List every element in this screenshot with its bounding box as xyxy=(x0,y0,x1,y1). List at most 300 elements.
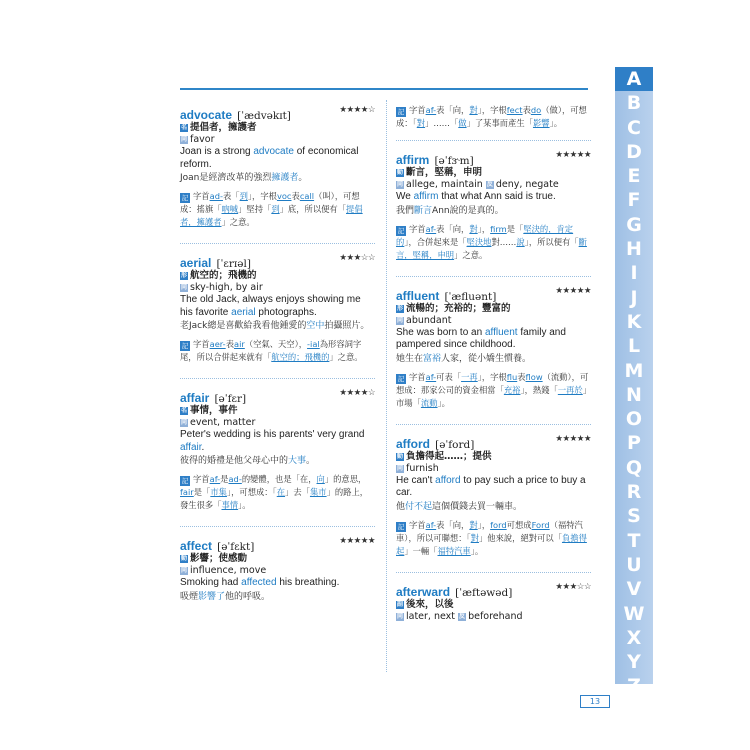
entry-divider xyxy=(396,140,591,141)
note-text: 」，字根 xyxy=(247,191,277,201)
note-keyword: 市集 xyxy=(210,487,227,497)
synonyms: influence, move xyxy=(190,565,267,576)
note-text: 字首 xyxy=(409,519,426,530)
note-text: 表「向， xyxy=(436,519,470,530)
index-tab-s[interactable]: S xyxy=(627,505,641,528)
entry-divider xyxy=(396,276,591,277)
antonym-tag: 反 xyxy=(486,181,493,188)
synonym-tag: 同 xyxy=(396,181,403,188)
example-text: He can't xyxy=(396,474,436,486)
note-keyword: 做 xyxy=(458,118,467,128)
example-english xyxy=(396,475,591,500)
note-keyword: 集市 xyxy=(309,487,327,497)
example-chinese xyxy=(180,320,375,332)
example-highlight: 大事 xyxy=(288,456,307,466)
synonyms: later, next xyxy=(406,610,456,622)
entry-aerial xyxy=(180,252,375,364)
note-keyword: af- xyxy=(425,223,437,234)
note-keyword: fect xyxy=(506,105,523,115)
entry-divider xyxy=(180,526,375,527)
example-text: 她生在 xyxy=(396,353,424,364)
synonyms: allege, maintain xyxy=(406,179,483,190)
synonym-tag: 同 xyxy=(180,567,187,574)
memory-tip-icon: 記 xyxy=(181,477,189,485)
definition: 航空的；飛機的 xyxy=(190,270,257,281)
part-of-speech-tag: 名 xyxy=(180,407,187,414)
definition-line xyxy=(396,599,591,611)
phonetic: [ˈæfluənt] xyxy=(444,290,497,303)
index-tab-m[interactable]: M xyxy=(624,359,644,382)
note-keyword: 吶喊 xyxy=(221,204,239,214)
index-tab-c[interactable]: C xyxy=(627,116,641,139)
example-english xyxy=(180,294,375,319)
note-text: 字首 xyxy=(409,105,426,115)
note-keyword: af- xyxy=(209,474,221,484)
memory-tip-icon: 記 xyxy=(181,342,189,350)
note-text: 」市場「 xyxy=(396,384,587,408)
synonym-line xyxy=(396,179,591,191)
definition-line xyxy=(180,122,375,134)
note-text: （福特汽車），所以可聯想：「 xyxy=(396,519,583,543)
example-highlight: 擁護者 xyxy=(271,173,299,183)
memory-tip-icon: 記 xyxy=(397,226,405,235)
synonym-line xyxy=(396,315,591,327)
example-english xyxy=(396,191,591,204)
note-keyword: 到 xyxy=(239,191,248,201)
phonetic: [əˈford] xyxy=(435,438,475,451)
example-chinese xyxy=(180,455,375,467)
example-highlight: affected xyxy=(241,577,277,588)
synonym-line xyxy=(180,134,375,146)
note-text: 表 xyxy=(517,371,526,382)
note-text: 字首 xyxy=(193,339,210,349)
note-text: 」之意。 xyxy=(329,352,363,362)
example-chinese xyxy=(180,591,375,603)
left-column xyxy=(180,104,375,617)
right-column xyxy=(396,104,591,637)
note-keyword: 福特汽車 xyxy=(437,545,471,556)
index-tab-z[interactable]: Z xyxy=(627,675,641,698)
note-text: 可想成 xyxy=(506,519,532,530)
headword: affair xyxy=(180,391,210,405)
index-tab-d[interactable]: D xyxy=(626,140,642,163)
note-text: 可表「 xyxy=(436,371,462,382)
definition: 負擔得起……；提供 xyxy=(406,450,492,462)
note-text: 表「 xyxy=(222,191,240,201)
note-text: 表 xyxy=(225,339,234,349)
note-keyword: ad- xyxy=(209,191,223,201)
alphabet-index xyxy=(615,67,653,698)
example-chinese xyxy=(180,172,375,184)
synonym-line xyxy=(180,282,375,294)
example-highlight: aerial xyxy=(231,306,256,318)
example-text: The old Jack, always enjoys showing me his favorite xyxy=(180,294,361,318)
note-keyword: 充裕 xyxy=(503,384,521,395)
note-keyword: do xyxy=(530,105,542,115)
memory-tip-icon: 記 xyxy=(397,108,405,116)
synonyms: favor xyxy=(190,134,215,145)
note-keyword: Ford xyxy=(531,519,550,530)
note-text: 字首 xyxy=(409,223,426,234)
synonyms: sky-high, by air xyxy=(190,282,263,293)
note-text: 」，字根 xyxy=(477,105,507,115)
example-chinese xyxy=(396,501,591,513)
memory-note xyxy=(180,338,375,364)
example-text: 他 xyxy=(396,501,406,512)
note-text: 」之意。 xyxy=(221,217,255,227)
example-english xyxy=(180,146,375,171)
entry-header xyxy=(396,433,591,449)
example-text: 我們 xyxy=(396,205,415,216)
synonym-tag: 同 xyxy=(396,464,403,472)
frequency-stars: ★★★★★ xyxy=(555,285,591,296)
index-tab-i[interactable]: I xyxy=(630,262,638,285)
example-highlight: afford xyxy=(435,474,461,486)
note-text: 字首 xyxy=(193,191,210,201)
entry-advocate xyxy=(180,104,375,229)
example-text: Joan是經濟改革的強烈 xyxy=(180,173,272,183)
definition-line xyxy=(396,451,591,463)
headword: affect xyxy=(180,539,213,553)
entry-header xyxy=(396,581,591,597)
note-keyword: 斷言，堅稱，申明 xyxy=(396,236,587,260)
note-keyword: 對 xyxy=(470,532,479,543)
definition-line xyxy=(180,405,375,417)
note-text: 」了某事而產生「 xyxy=(466,118,533,128)
index-tab-y[interactable]: Y xyxy=(627,651,641,674)
headword: affirm xyxy=(396,153,430,167)
frequency-stars: ★★★☆☆ xyxy=(339,253,375,263)
frequency-stars: ★★★★★ xyxy=(339,536,375,546)
note-keyword: flow xyxy=(525,371,543,382)
entry-affair xyxy=(180,387,375,512)
part-of-speech-tag: 動 xyxy=(396,169,403,176)
synonym-tag: 同 xyxy=(396,316,403,324)
example-text: 老Jack總是喜歡給我看他鍾愛的 xyxy=(180,321,307,331)
index-tab-l[interactable]: L xyxy=(627,335,641,358)
index-tab-v[interactable]: V xyxy=(626,578,642,601)
synonym-tag: 同 xyxy=(180,284,187,291)
note-keyword: 事情 xyxy=(221,500,239,510)
note-text: 的變體，也是「在， xyxy=(241,474,317,484)
note-keyword: 說 xyxy=(516,236,525,247)
note-keyword: ford xyxy=(490,519,507,530)
note-text: 」， xyxy=(477,223,491,234)
frequency-stars: ★★★★★ xyxy=(555,150,591,160)
note-keyword: af- xyxy=(425,105,437,115)
note-text: （流動），可想成：那家公司的資金相當「 xyxy=(396,371,589,395)
part-of-speech-tag: 形 xyxy=(396,304,403,312)
frequency-stars: ★★★★☆ xyxy=(339,105,375,115)
note-text: 」，合併起來是「 xyxy=(404,236,467,247)
note-keyword: 流動 xyxy=(420,397,438,408)
note-keyword: 提倡者，擁護者 xyxy=(180,204,363,227)
note-text: （叫），可想成：搖旗「 xyxy=(180,191,360,214)
definition: 事情，事件 xyxy=(190,405,238,416)
note-keyword: 堅決的，肯定的 xyxy=(396,223,574,247)
memory-note xyxy=(396,519,591,558)
example-english xyxy=(396,327,591,352)
continued-memory-note xyxy=(396,104,591,130)
example-text: 他的呼吸。 xyxy=(225,591,271,602)
note-text: 」，字根 xyxy=(477,371,507,382)
entry-afford xyxy=(396,433,591,558)
part-of-speech-tag: 名 xyxy=(180,124,187,131)
definition: 流暢的；充裕的；豐富的 xyxy=(406,302,511,314)
memory-tip-icon: 記 xyxy=(181,194,189,202)
note-text: 」的路上，發生很多「 xyxy=(180,487,369,510)
note-text: 」。 xyxy=(470,545,484,556)
note-keyword: 負擔得起 xyxy=(396,532,587,556)
note-text: 表 xyxy=(522,105,531,115)
entry-affluent xyxy=(396,285,591,410)
index-tab-j[interactable]: J xyxy=(630,286,638,309)
example-text: to pay such a price to buy a car. xyxy=(396,474,586,498)
synonym-line xyxy=(180,565,375,577)
part-of-speech-tag: 副 xyxy=(396,600,403,608)
memory-note xyxy=(396,371,591,410)
part-of-speech-tag: 動 xyxy=(180,555,187,562)
synonyms: event, matter xyxy=(190,417,256,428)
note-text: 字首 xyxy=(193,474,210,484)
entry-divider xyxy=(396,572,591,573)
example-highlight: affair xyxy=(180,441,202,453)
note-text: 是「 xyxy=(193,487,211,497)
example-english xyxy=(180,429,375,454)
note-text: 」堅持「 xyxy=(238,204,272,214)
example-highlight: 影響了 xyxy=(198,591,226,602)
note-keyword: flu xyxy=(506,371,518,382)
phonetic: [əˈfɛr] xyxy=(214,393,247,405)
example-english xyxy=(180,577,375,590)
note-keyword: voc xyxy=(276,191,292,201)
note-keyword: -ial xyxy=(307,339,320,349)
definition-line xyxy=(396,303,591,315)
note-text: 」。 xyxy=(437,397,450,408)
note-keyword: 航空的；飛機的 xyxy=(271,352,330,362)
entry-header xyxy=(180,252,375,268)
definition: 提倡者，擁護者 xyxy=(190,122,257,133)
note-keyword: 堅決地 xyxy=(466,236,492,247)
note-text: 字首 xyxy=(409,371,426,382)
entry-affect xyxy=(180,535,375,603)
example-text: Joan is a strong xyxy=(180,146,254,157)
note-text: 表「向， xyxy=(436,105,470,115)
phonetic: [ˈæftəwəd] xyxy=(455,586,513,599)
example-text: 這個價錢去買一輛車。 xyxy=(432,501,523,512)
index-tab-q[interactable]: Q xyxy=(625,456,643,479)
example-highlight: advocate xyxy=(253,146,294,157)
headword: afford xyxy=(396,436,430,451)
frequency-stars: ★★★★★ xyxy=(555,433,591,444)
note-text: 對…… xyxy=(491,236,517,247)
headword: advocate xyxy=(180,108,233,122)
note-keyword: air xyxy=(234,339,245,349)
entry-header xyxy=(180,387,375,403)
note-text: 表 xyxy=(291,191,300,201)
note-keyword: 對 xyxy=(416,118,426,128)
entry-header xyxy=(180,535,375,551)
index-tab-o[interactable]: O xyxy=(625,408,643,431)
column-divider xyxy=(386,100,387,672)
definition-line xyxy=(396,167,591,179)
example-text: She was born to an xyxy=(396,326,485,338)
example-highlight: affluent xyxy=(484,326,518,338)
entry-affirm xyxy=(396,149,591,262)
index-tab-u[interactable]: U xyxy=(626,553,642,576)
note-keyword: ad- xyxy=(228,474,242,484)
note-text: 」。 xyxy=(238,500,251,510)
example-highlight: 斷言 xyxy=(414,205,433,216)
note-keyword: 在 xyxy=(276,487,286,497)
memory-tip-icon: 記 xyxy=(397,374,405,383)
example-text: . xyxy=(201,441,205,453)
entry-header xyxy=(180,104,375,120)
index-tab-h[interactable]: H xyxy=(626,238,642,261)
phonetic: [əˈfɝm] xyxy=(434,155,474,167)
part-of-speech-tag: 動 xyxy=(396,452,403,460)
note-keyword: af- xyxy=(425,519,437,530)
frequency-stars: ★★★★☆ xyxy=(339,388,375,398)
example-text: Smoking had xyxy=(180,577,242,588)
index-tab-t[interactable]: T xyxy=(627,529,641,552)
note-text: 」他來說，絕對可以「 xyxy=(478,532,562,543)
example-text: 人家，從小嬌生慣養。 xyxy=(441,353,532,364)
example-text: family and pampered since childhood. xyxy=(396,326,566,350)
example-text: Peter's wedding is his parents' very grand xyxy=(180,429,365,440)
note-keyword: 向 xyxy=(316,474,325,484)
phonetic: [ˈædvəkɪt] xyxy=(237,110,291,122)
definition: 影響；使感動 xyxy=(190,553,248,564)
note-text: 」……「 xyxy=(425,118,459,128)
note-keyword: 對 xyxy=(469,105,478,115)
example-text: 。 xyxy=(298,173,308,183)
index-tab-w[interactable]: W xyxy=(623,602,645,625)
phonetic: [ˈɛrɪəl] xyxy=(216,258,251,270)
headword: afterward xyxy=(396,584,451,599)
note-text: 」，所以便有「 xyxy=(524,236,579,247)
note-text: 是 xyxy=(220,474,229,484)
index-tab-e[interactable]: E xyxy=(627,165,641,188)
example-text: 彼得的婚禮是他父母心中的 xyxy=(180,456,289,466)
note-text: 表「向， xyxy=(436,223,470,234)
antonyms: beforehand xyxy=(468,610,523,622)
definition: 後來，以後 xyxy=(406,598,454,610)
top-rule xyxy=(180,88,588,90)
phonetic: [əˈfɛkt] xyxy=(217,541,255,553)
entry-header xyxy=(396,149,591,165)
example-text: of economical reform. xyxy=(180,146,359,170)
headword: affluent xyxy=(396,288,440,303)
synonyms: abundant xyxy=(406,314,452,326)
definition: 斷言，堅稱，申明 xyxy=(406,167,483,178)
synonym-line xyxy=(180,417,375,429)
note-keyword: 一再於 xyxy=(557,384,583,395)
memory-note xyxy=(396,223,591,262)
note-text: 是「 xyxy=(506,223,524,234)
synonym-line xyxy=(396,463,591,475)
memory-note xyxy=(180,473,375,512)
synonym-tag: 同 xyxy=(180,419,187,426)
example-chinese xyxy=(396,353,591,365)
page-number: 13 xyxy=(580,695,610,708)
index-tab-k[interactable]: K xyxy=(626,310,642,333)
note-text: 」之意。 xyxy=(454,249,488,260)
note-text: 」的意思， xyxy=(324,474,367,484)
antonyms: deny, negate xyxy=(495,179,559,190)
note-text: 」底，所以便有「 xyxy=(279,204,347,214)
index-tab-n[interactable]: N xyxy=(626,383,642,406)
note-keyword: fair xyxy=(180,487,194,497)
entry-header xyxy=(396,285,591,301)
example-text: his breathing. xyxy=(276,577,340,588)
entry-afterward xyxy=(396,581,591,623)
example-highlight: 富裕 xyxy=(423,353,442,364)
note-text: 」一輛「 xyxy=(404,545,438,556)
note-text: 」去「 xyxy=(285,487,310,497)
index-tab-f[interactable]: F xyxy=(627,189,641,212)
example-text: 吸煙 xyxy=(180,591,199,602)
headword: aerial xyxy=(180,256,212,270)
example-highlight: 空中 xyxy=(306,321,325,331)
example-highlight: affirm xyxy=(413,191,439,202)
synonym-line xyxy=(396,611,591,623)
note-keyword: call xyxy=(299,191,315,201)
note-text: 為形容詞字尾，所以合併起來就有「 xyxy=(180,339,362,362)
antonym-tag: 反 xyxy=(459,612,466,620)
note-text: 」， xyxy=(477,519,491,530)
note-keyword: 一再 xyxy=(461,371,478,382)
example-text: photographs. xyxy=(255,306,317,318)
example-highlight: 付不起 xyxy=(405,501,433,512)
index-tab-x[interactable]: X xyxy=(626,626,642,649)
note-text: （做），可想成：「 xyxy=(396,105,587,128)
note-text: 」，熱錢「 xyxy=(520,384,558,395)
note-text: 」。 xyxy=(549,118,563,128)
note-keyword: 到 xyxy=(271,204,280,214)
example-text: We xyxy=(396,191,414,202)
synonym-tag: 同 xyxy=(180,136,187,143)
synonyms: furnish xyxy=(406,462,439,474)
note-keyword: 對 xyxy=(469,519,478,530)
note-keyword: firm xyxy=(490,223,507,234)
index-tab-b[interactable]: B xyxy=(626,92,642,115)
example-text: 。 xyxy=(306,456,316,466)
note-text: 」，可想成：「 xyxy=(226,487,277,497)
entry-divider xyxy=(396,424,591,425)
note-keyword: 影響 xyxy=(532,118,550,128)
definition-line xyxy=(180,270,375,282)
entry-divider xyxy=(180,378,375,379)
note-keyword: aer- xyxy=(209,339,226,349)
example-text: that what Ann said is true. xyxy=(438,191,556,202)
memory-tip-icon: 記 xyxy=(397,522,405,531)
definition-line xyxy=(180,553,375,565)
index-tab-a[interactable]: A xyxy=(615,67,653,91)
note-text: （空氣、天空）， xyxy=(244,339,308,349)
example-text: 拍攝照片。 xyxy=(324,321,370,331)
memory-note xyxy=(180,190,375,229)
index-tab-p[interactable]: P xyxy=(627,432,641,455)
example-text: Ann說的是真的。 xyxy=(432,205,504,216)
example-chinese xyxy=(396,205,591,217)
note-keyword: 對 xyxy=(469,223,478,234)
synonym-tag: 同 xyxy=(396,612,403,620)
index-tab-g[interactable]: G xyxy=(626,213,642,236)
index-tab-r[interactable]: R xyxy=(626,481,642,504)
entry-divider xyxy=(180,243,375,244)
frequency-stars: ★★★☆☆ xyxy=(555,581,591,592)
